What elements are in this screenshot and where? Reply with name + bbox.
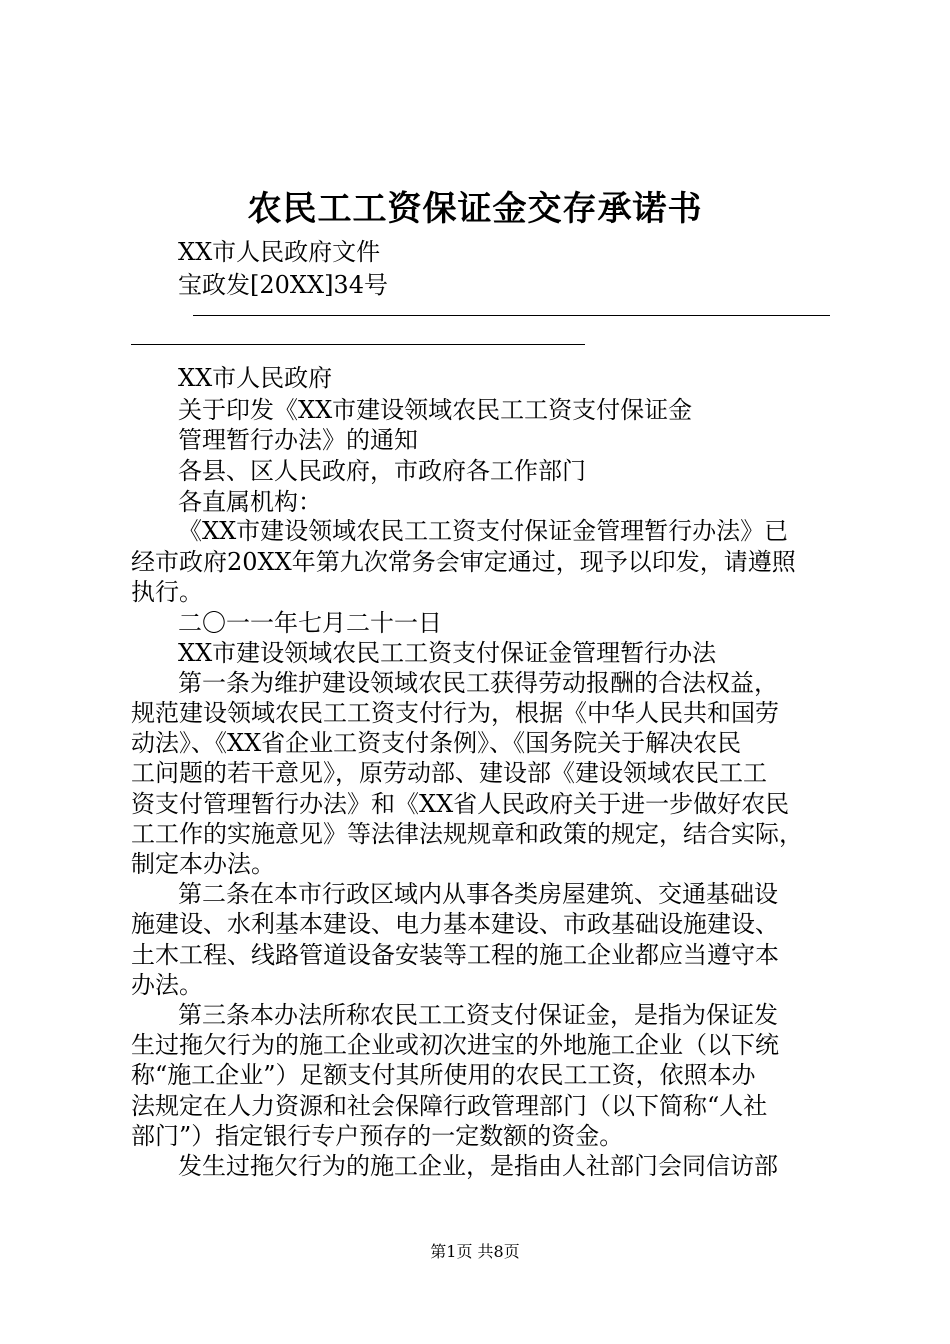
body-line: 第二条在本市行政区域内从事各类房屋建筑、交通基础设 (178, 880, 778, 908)
body-line: 生过拖欠行为的施工企业或初次进宝的外地施工企业（以下统 (131, 1031, 779, 1059)
body-line: 土木工程、线路管道设备安装等工程的施工企业都应当遵守本 (131, 941, 779, 969)
body-line: XX市人民政府 (178, 364, 333, 392)
body-line: 发生过拖欠行为的施工企业，是指由人社部门会同信访部 (178, 1152, 778, 1180)
body-line: 各直属机构： (178, 488, 322, 516)
body-line: 工工作的实施意见》等法律法规规章和政策的规定，结合实际， (131, 820, 803, 848)
document-number: 宝政发[20XX]34号 (178, 271, 388, 299)
body-line: 称“施工企业”）足额支付其所使用的农民工工资，依照本办 (131, 1061, 756, 1089)
issuer-line: XX市人民政府文件 (178, 238, 381, 266)
body-line: 经市政府20XX年第九次常务会审定通过，现予以印发，请遵照 (131, 548, 796, 576)
document-title: 农民工工资保证金交存承诺书 (247, 189, 703, 229)
body-line: 《XX市建设领域农民工工资支付保证金管理暂行办法》已 (178, 517, 789, 545)
body-line: 制定本办法。 (131, 850, 275, 878)
body-line: 资支付管理暂行办法》和《XX省人民政府关于进一步做好农民 (131, 790, 790, 818)
body-line: 办法。 (131, 971, 203, 999)
body-line: 工问题的若干意见》，原劳动部、建设部《建设领域农民工工 (131, 759, 767, 787)
body-line: 管理暂行办法》的通知 (178, 426, 418, 454)
body-line: 动法》、《XX省企业工资支付条例》、《国务院关于解决农民 (131, 729, 742, 757)
body-line: 第三条本办法所称农民工工资支付保证金，是指为保证发 (178, 1001, 778, 1029)
body-line: 执行。 (131, 578, 203, 606)
header-rule-top (193, 315, 830, 316)
body-line: 规范建设领域农民工工资支付行为，根据《中华人民共和国劳 (131, 699, 779, 727)
body-line: XX市建设领域农民工工资支付保证金管理暂行办法 (178, 639, 717, 667)
body-line: 二〇一一年七月二十一日 (178, 609, 442, 637)
body-line: 法规定在人力资源和社会保障行政管理部门（以下简称“人社 (131, 1092, 768, 1120)
body-line: 关于印发《XX市建设领域农民工工资支付保证金 (178, 396, 693, 424)
body-line: 部门”）指定银行专户预存的一定数额的资金。 (131, 1122, 624, 1150)
page-footer: 第1页 共8页 (430, 1242, 520, 1261)
body-line: 施建设、水利基本建设、电力基本建设、市政基础设施建设、 (131, 910, 779, 938)
body-line: 各县、区人民政府，市政府各工作部门 (178, 457, 586, 485)
header-rule-bottom (131, 344, 585, 345)
body-line: 第一条为维护建设领域农民工获得劳动报酬的合法权益， (178, 669, 778, 697)
